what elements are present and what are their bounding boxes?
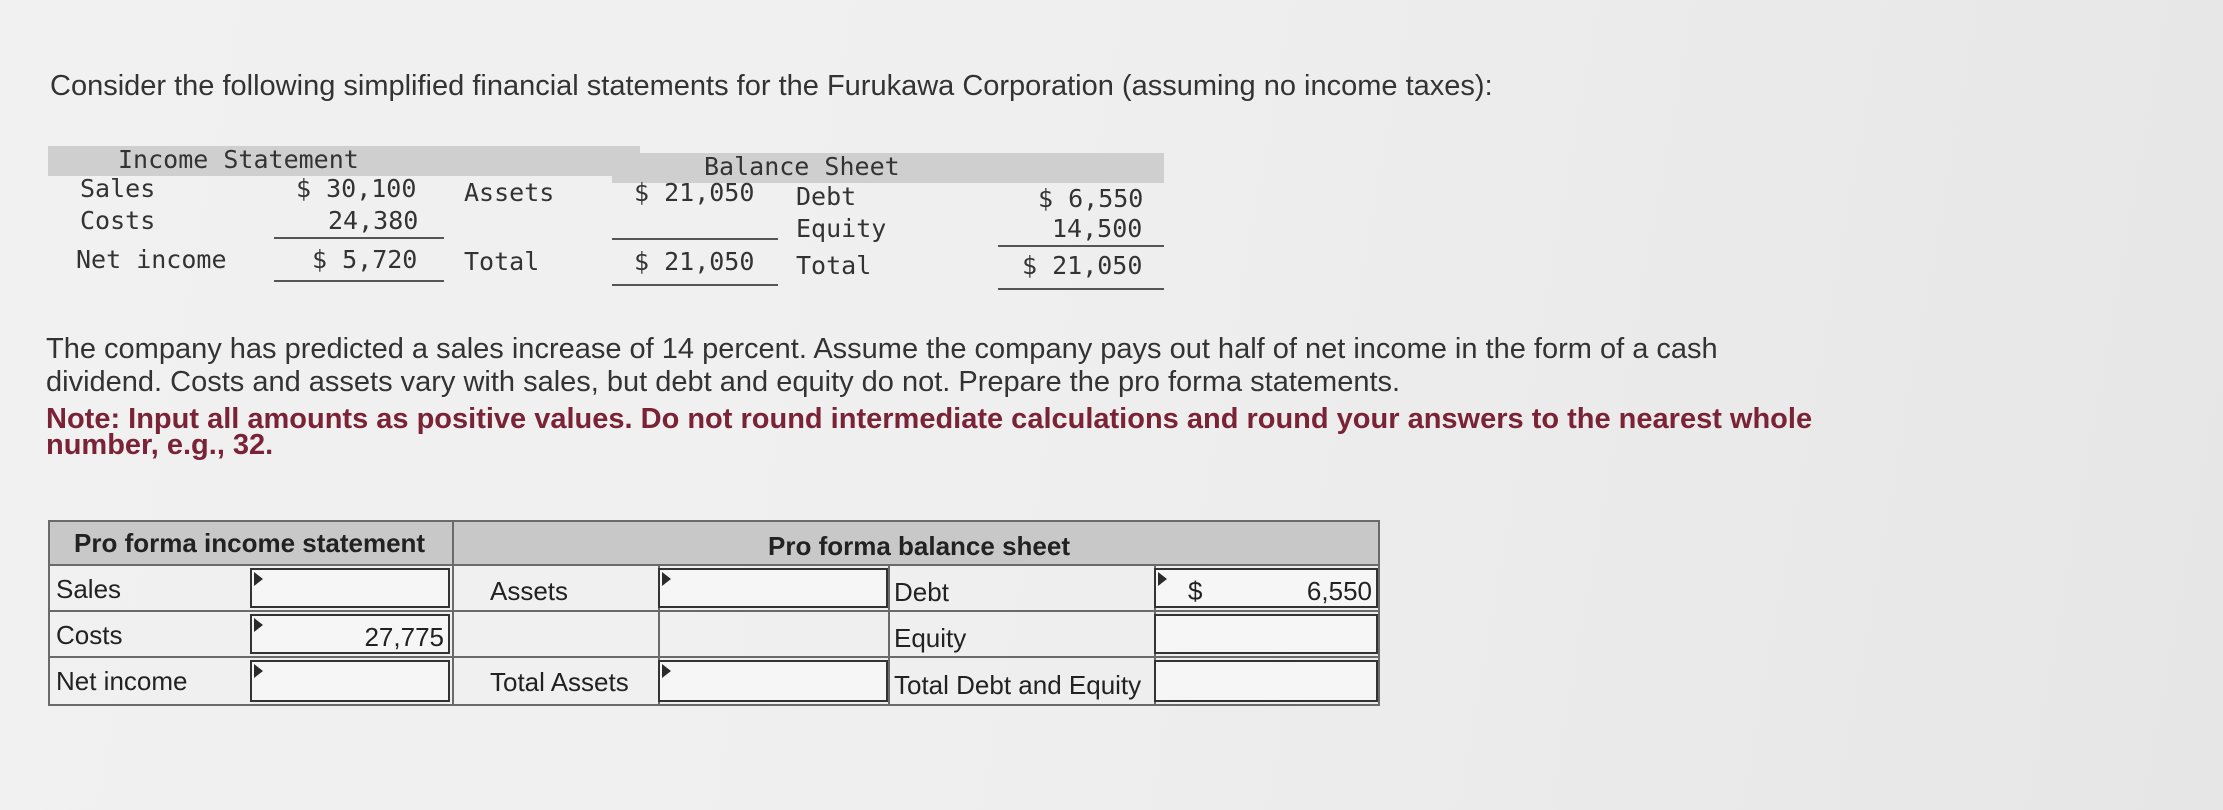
pro-forma-balance-header: Pro forma balance sheet: [768, 531, 1070, 561]
bs-total-right-label: Total: [796, 251, 872, 280]
problem-intro: Consider the following simplified financial statements for the Furukawa Corporation (assuming no income taxes):: [50, 70, 1493, 102]
pf-total-assets-input[interactable]: [658, 660, 888, 702]
grid-bottom: [48, 704, 1380, 706]
note-line-2: number, e.g., 32.: [46, 429, 274, 461]
pf-net-income-input[interactable]: [250, 660, 450, 702]
grid-row2-bottom: [48, 656, 1380, 658]
bs-equity-value: 14,500: [1052, 214, 1143, 243]
input-marker-icon: [254, 618, 263, 632]
pf-costs-value: 27,775: [364, 622, 444, 652]
input-marker-icon: [662, 664, 671, 678]
pf-debt-label: Debt: [894, 577, 949, 607]
is-costs-label: Costs: [80, 206, 156, 235]
is-net-income-value: $ 5,720: [312, 245, 418, 274]
pf-assets-input[interactable]: [658, 568, 888, 608]
pf-assets-label: Assets: [490, 576, 569, 606]
is-sales-value: $ 30,100: [296, 174, 417, 203]
income-statement-title: Income Statement: [118, 145, 359, 174]
bs-debt-value: $ 6,550: [1038, 184, 1144, 213]
input-marker-icon: [1158, 572, 1167, 586]
pro-forma-table: [48, 520, 1380, 706]
pf-sales-label: Sales: [56, 574, 122, 604]
bs-equity-label: Equity: [796, 214, 887, 243]
pro-forma-income-header: Pro forma income statement: [74, 528, 426, 558]
input-marker-icon: [662, 572, 671, 586]
bs-equity-underline: [998, 245, 1164, 247]
bs-assets-value: $ 21,050: [634, 178, 755, 207]
grid-header-bottom: [48, 564, 1380, 566]
problem-text-line-2: dividend. Costs and assets vary with sales, but debt and equity do not. Prepare the pro forma statements.: [46, 366, 1401, 398]
bs-total-left-underline: [612, 284, 778, 286]
pf-costs-input[interactable]: [250, 614, 450, 654]
grid-col-assets-value-right: [888, 564, 890, 706]
bs-total-left-label: Total: [464, 247, 540, 276]
balance-sheet-title: Balance Sheet: [704, 152, 900, 181]
note-line-1: Note: Input all amounts as positive values. Do not round intermediate calculations and round your answers to the nearest whole: [46, 403, 1813, 435]
bs-assets-underline: [612, 238, 778, 240]
pf-debt-input[interactable]: [1154, 568, 1378, 608]
pf-total-de-input[interactable]: [1154, 660, 1378, 702]
grid-top: [48, 520, 1380, 522]
pf-net-income-label: Net income: [56, 666, 188, 696]
pf-debt-currency: $: [1188, 576, 1203, 606]
is-net-income-label: Net income: [76, 245, 227, 274]
is-costs-value: 24,380: [328, 206, 419, 235]
pf-debt-value: 6,550: [1306, 576, 1372, 606]
grid-left: [48, 520, 50, 706]
pf-total-assets-label: Total Assets: [490, 667, 629, 697]
problem-text-line-1: The company has predicted a sales increase of 14 percent. Assume the company pays out half of net income in the form of a cash: [46, 333, 1718, 365]
pf-sales-input[interactable]: [250, 568, 450, 608]
grid-row1-bottom: [48, 610, 1380, 612]
bs-debt-label: Debt: [796, 182, 857, 211]
pf-total-de-label: Total Debt and Equity: [894, 670, 1142, 700]
is-costs-underline: [274, 237, 444, 239]
pf-costs-label: Costs: [56, 620, 123, 650]
bs-total-right-value: $ 21,050: [1022, 251, 1143, 280]
bs-total-left-value: $ 21,050: [634, 247, 755, 276]
grid-col-income-right: [452, 520, 454, 706]
is-sales-label: Sales: [80, 174, 156, 203]
bs-total-right-underline: [998, 288, 1164, 290]
grid-right: [1378, 520, 1380, 706]
pf-equity-input[interactable]: [1154, 614, 1378, 654]
input-marker-icon: [254, 664, 263, 678]
bs-assets-label: Assets: [464, 178, 555, 207]
pf-equity-label: Equity: [894, 623, 967, 653]
input-marker-icon: [254, 572, 263, 586]
is-net-income-underline: [274, 280, 444, 282]
